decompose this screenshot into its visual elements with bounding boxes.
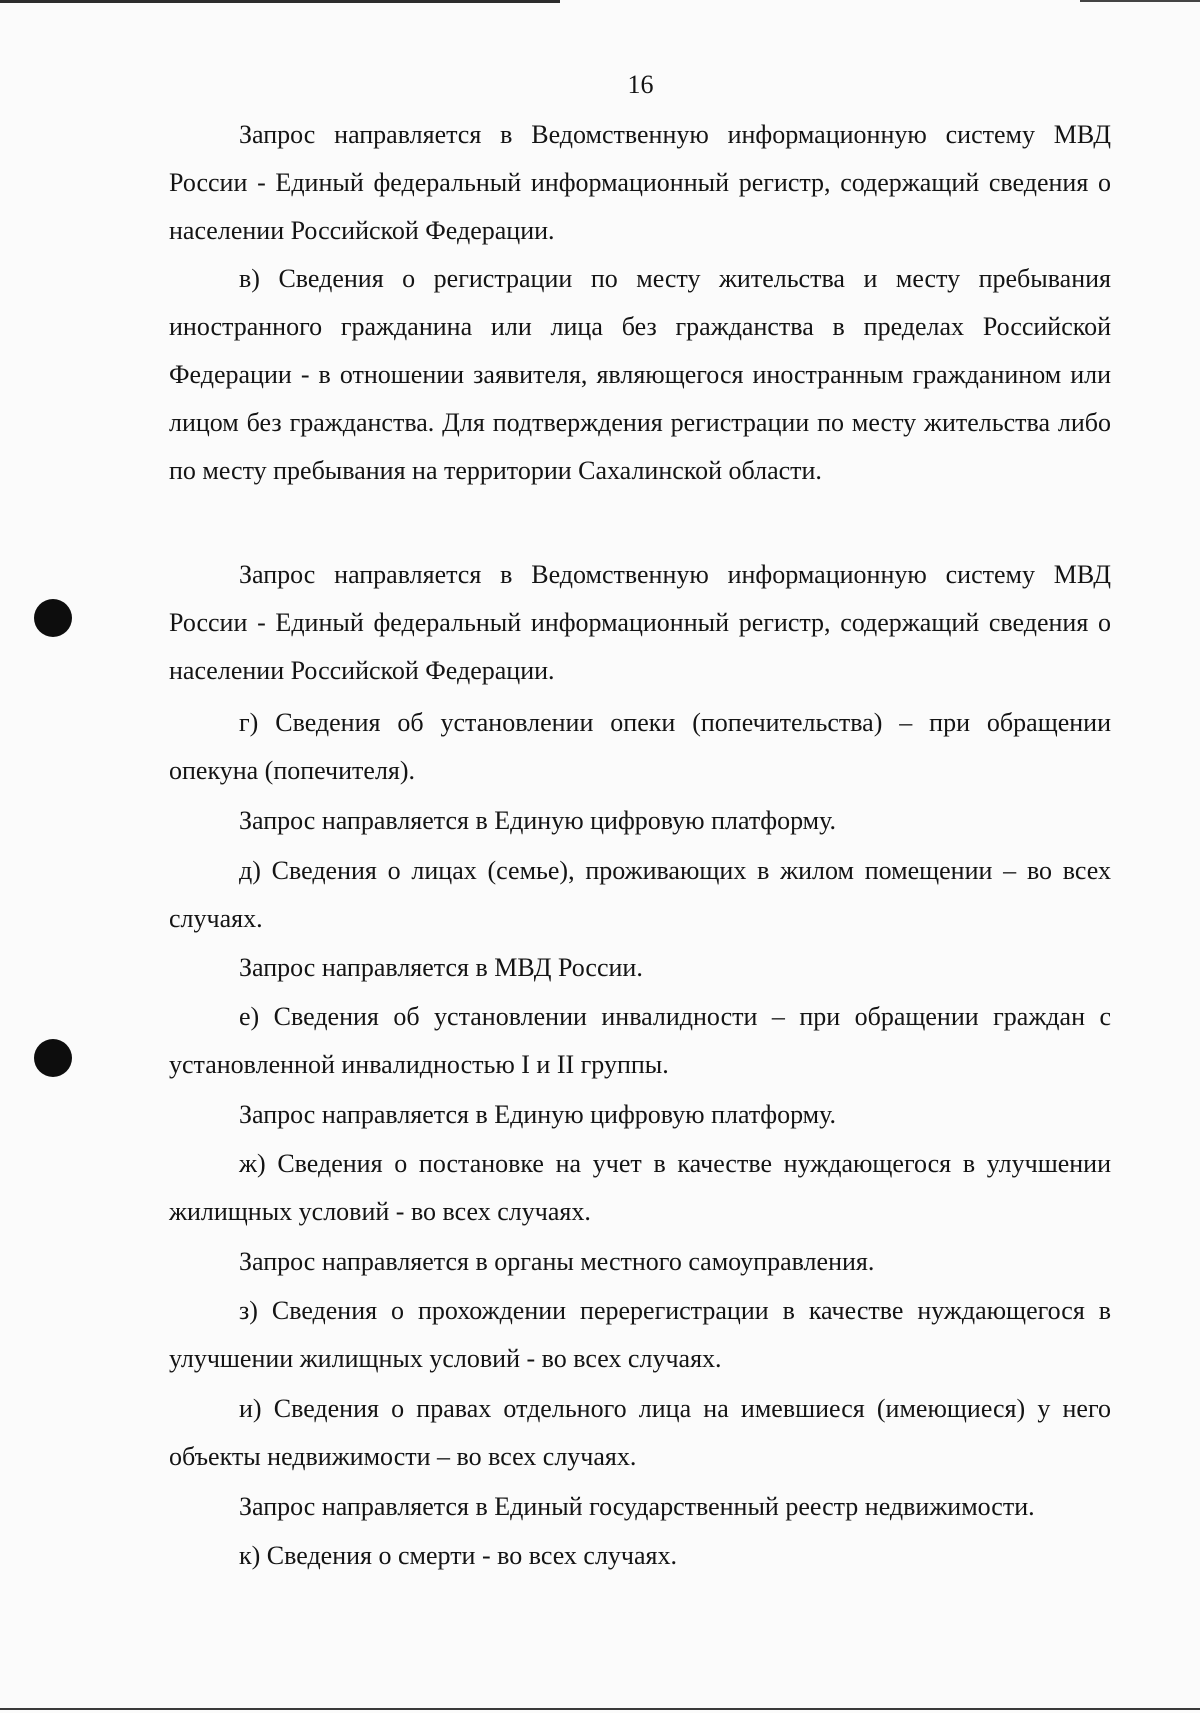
paragraph: в) Сведения о регистрации по месту жительства и месту пребывания иностранного гражданина или лица без гражданства в пределах Российской Федерации - в отношении заявителя, являющегося иностранным гражданином или лицом без гражданства. Для подтверждения регистрации по месту жительства либо по месту пребывания на территории Сахалинской области.: [169, 264, 1111, 485]
text-block-7: [169, 944, 1111, 992]
page-number: 16: [627, 70, 654, 99]
text-block-9: [169, 1091, 1111, 1139]
text-block-1: [169, 111, 1111, 255]
paragraph: к) Сведения о смерти - во всех случаях.: [239, 1541, 678, 1570]
scan-edge-top: [0, 0, 560, 3]
paragraph: Запрос направляется в Единую цифровую платформу.: [239, 1100, 837, 1129]
scan-edge-top-right: [1080, 0, 1200, 2]
text-block-15: [169, 1532, 1111, 1580]
text-block-13: [169, 1385, 1111, 1481]
punch-hole-mark: [34, 599, 72, 637]
text-block-4: [169, 699, 1111, 795]
paragraph: ж) Сведения о постановке на учет в качестве нуждающегося в улучшении жилищных условий - во всех случаях.: [169, 1149, 1111, 1226]
paragraph: г) Сведения об установлении опеки (попечительства) – при обращении опекуна (попечителя).: [169, 708, 1111, 785]
paragraph: Запрос направляется в органы местного самоуправления.: [239, 1247, 875, 1276]
text-block-6: [169, 847, 1111, 943]
text-block-3: [169, 551, 1111, 695]
paragraph: з) Сведения о прохождении перерегистрации в качестве нуждающегося в улучшении жилищных условий - во всех случаях.: [169, 1296, 1111, 1373]
paragraph: е) Сведения об установлении инвалидности – при обращении граждан с установленной инвалидностью I и II группы.: [169, 1002, 1111, 1079]
scan-edge-bottom: [0, 1708, 1200, 1710]
text-block-11: [169, 1238, 1111, 1286]
punch-hole-mark: [34, 1039, 72, 1077]
text-block-8: [169, 993, 1111, 1089]
paragraph: Запрос направляется в МВД России.: [239, 953, 643, 982]
paragraph: Запрос направляется в Ведомственную информационную систему МВД России - Единый федеральный информационный регистр, содержащий сведения о населении Российской Федерации.: [169, 120, 1111, 245]
text-block-12: [169, 1287, 1111, 1383]
text-block-10: [169, 1140, 1111, 1236]
text-block-2: [169, 255, 1111, 495]
text-block-14: [169, 1483, 1111, 1531]
paragraph: Запрос направляется в Ведомственную информационную систему МВД России - Единый федеральный информационный регистр, содержащий сведения о населении Российской Федерации.: [169, 560, 1111, 685]
paragraph: д) Сведения о лицах (семье), проживающих в жилом помещении – во всех случаях.: [169, 856, 1111, 933]
paragraph: Запрос направляется в Единый государственный реестр недвижимости.: [239, 1492, 1035, 1521]
text-block-5: [169, 797, 1111, 845]
paragraph: и) Сведения о правах отдельного лица на имевшиеся (имеющиеся) у него объекты недвижимости – во всех случаях.: [169, 1394, 1111, 1471]
paragraph: Запрос направляется в Единую цифровую платформу.: [239, 806, 837, 835]
